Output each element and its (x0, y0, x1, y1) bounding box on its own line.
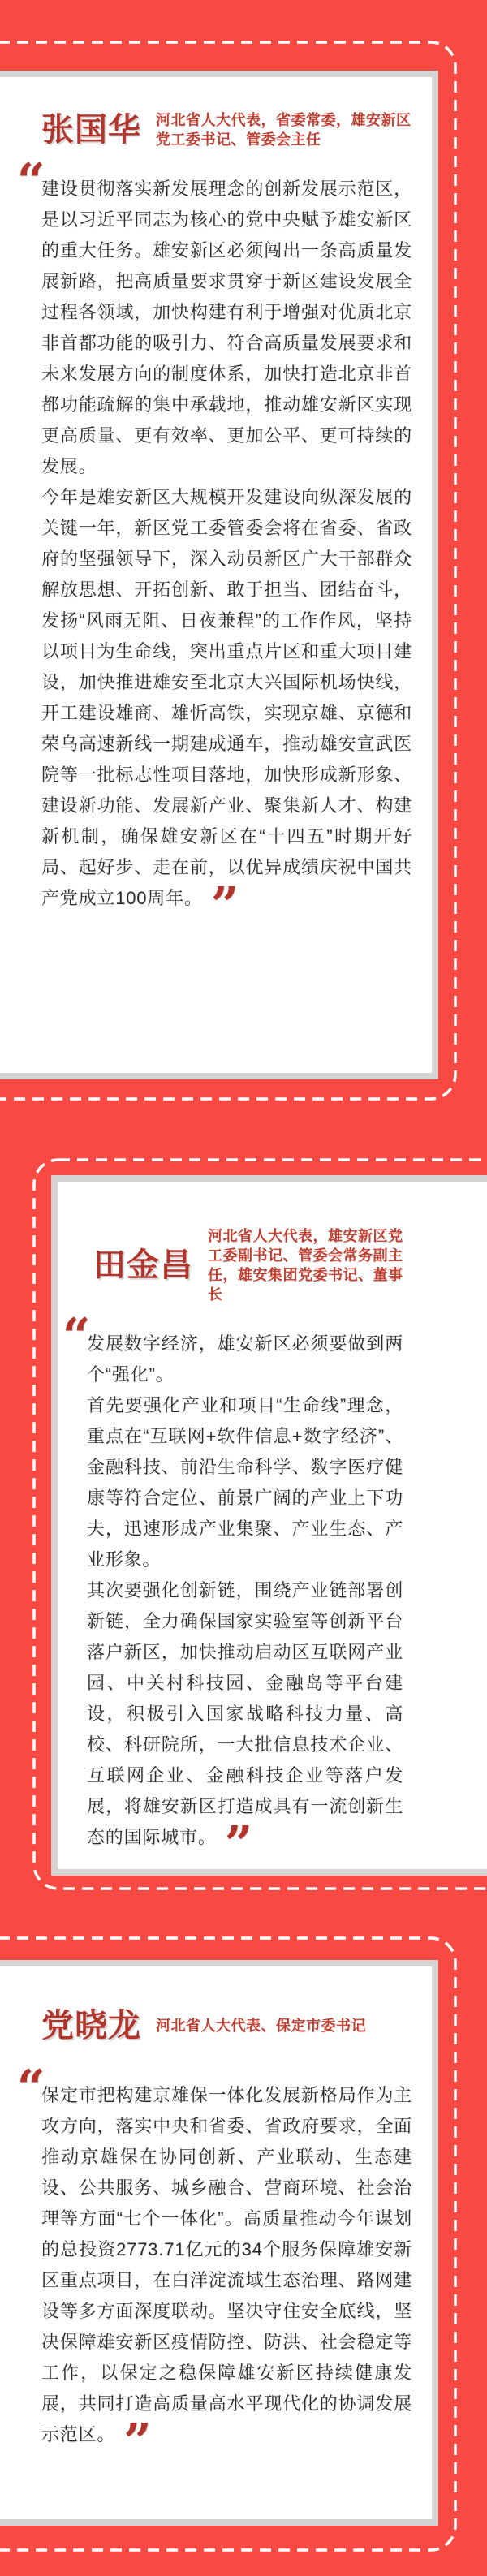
card-content (58, 1182, 487, 1873)
open-quote-icon: “ (17, 153, 45, 210)
quote-paragraph: 发展数字经济，雄安新区必须要做到两个“强化”。 (87, 1333, 403, 1385)
card-header (41, 77, 412, 149)
card-content (0, 1966, 432, 2519)
delegate-name: 田金昌 (93, 1247, 193, 1283)
quote-block (17, 2060, 412, 2470)
delegate-name: 党晓龙 (41, 2008, 141, 2044)
card-header (87, 1182, 403, 1304)
quote-paragraph: 首先要强化产业和项目“生命线”理念，重点在“互联网+软件信息+数字经济”、金融科技、前沿生命科学、数字医疗健康等符合定位、前景广阔的产业上下功夫，迅速形成产业集聚、产业生态、产业形象。 (87, 1395, 403, 1570)
quote-paragraph: 建设贯彻落实新发展理念的创新发展示范区，是以习近平同志为核心的党中央赋予雄安新区的重大任务。雄安新区必须闯出一条高质量发展新路，把高质量要求贯穿于新区建设发展全过程各领域，加快构建有利于增强对优质北京非首都功能的吸引力、符合高质量发展要求和未来发展方向的制度体系，加快打造北京非首都功能疏解的集中承载地，推动雄安新区实现更高质量、更有效率、更加公平、更可持续的发展。 (41, 179, 412, 476)
quote-block (62, 1308, 403, 1873)
open-quote-icon: “ (62, 1308, 91, 1365)
quote-paragraph-text: 保定市把构建京雄保一体化发展新格局作为主攻方向，落实中央和省委、省政府要求，全面推动京雄保在协同创新、产业联动、生态建设、公共服务、城乡融合、营商环境、社会治理等方面“七个一体化”。高质量推动今年谋划的总投资2773.71亿元的34个服务保障雄安新区重点项目，在白洋淀流域生态治理、路网建设等多方面深度联动。坚决守住安全底线，坚决保障雄安新区疫情防控、防洪、社会稳定等工作，以保定之稳保障雄安新区持续健康发展，共同打造高质量高水平现代化的协调发展示范区。 (41, 2085, 412, 2445)
quote-block (17, 153, 412, 934)
quote-paragraph: 今年是雄安新区大规模开发建设向纵深发展的关键一年，新区党工委管委会将在省委、省政府的坚强领导下，深入动员新区广大干部群众解放思想、开拓创新、敢于担当、团结奋斗，发扬“风雨无阻、日夜兼程”的工作作风，坚持以项目为生命线，突出重点片区和重大项目建设，加快推进雄安至北京大兴国际机场快线，开工建设雄商、雄忻高铁，实现京雄、京德和荣乌高速新线一期建成通车，推动雄安宣武医院等一批标志性项目落地，加快形成新形象、建设新功能、发展新产业、聚集新人才、构建新机制，确保雄安新区在“十四五”时期开好局、起好步、走在前，以优异成绩庆祝中国共产党成立100周年。 ” (41, 487, 412, 934)
quote-paragraph: 其次要强化创新链，围绕产业链部署创新链，全力确保国家实验室等创新平台落户新区，加快推动启动区互联网产业园、中关村科技园、金融岛等平台建设，积极引入国家战略科技力量、高校、科研院所，一大批信息技术企业、互联网企业、金融科技企业等落户发展，将雄安新区打造成具有一流创新生态的国际城市。 ” (87, 1580, 403, 1873)
delegate-card-dangxiaolong (0, 1960, 438, 2526)
delegate-title: 河北省人大代表，省委常委，雄安新区党工委书记、管委会主任 (156, 112, 412, 148)
delegate-title: 河北省人大代表、保定市委书记 (156, 2018, 366, 2034)
delegate-card-tianjinchang (51, 1175, 487, 1876)
open-quote-icon: “ (17, 2060, 45, 2117)
quote-paragraph-text: 今年是雄安新区大规模开发建设向纵深发展的关键一年，新区党工委管委会将在省委、省政府的坚强领导下，深入动员新区广大干部群众解放思想、开拓创新、敢于担当、团结奋斗，发扬“风雨无阻、日夜兼程”的工作作风，坚持以项目为生命线，突出重点片区和重大项目建设，加快推进雄安至北京大兴国际机场快线，开工建设雄商、雄忻高铁，实现京雄、京德和荣乌高速新线一期建成通车，推动雄安宣武医院等一批标志性项目落地，加快形成新形象、建设新功能、发展新产业、聚集新人才、构建新机制，确保雄安新区在“十四五”时期开好局、起好步、走在前，以优异成绩庆祝中国共产党成立100周年。 (41, 487, 412, 908)
card-header (41, 1966, 412, 2044)
delegate-title: 河北省人大代表，雄安新区党工委副书记、管委会常务副主任，雄安集团党委书记、董事长 (208, 1228, 403, 1303)
card-content (0, 77, 432, 1073)
quote-paragraph-text: 其次要强化创新链，围绕产业链部署创新链，全力确保国家实验室等创新平台落户新区，加快推动启动区互联网产业园、中关村科技园、金融岛等平台建设，积极引入国家战略科技力量、高校、科研院所，一大批信息技术企业、互联网企业、金融科技企业等落户发展，将雄安新区打造成具有一流创新生态的国际城市。 (87, 1580, 403, 1847)
quote-paragraph: 保定市把构建京雄保一体化发展新格局作为主攻方向，落实中央和省委、省政府要求，全面推动京雄保在协同创新、产业联动、生态建设、公共服务、城乡融合、营商环境、社会治理等方面“七个一体化”。高质量推动今年谋划的总投资2773.71亿元的34个服务保障雄安新区重点项目，在白洋淀流域生态治理、路网建设等多方面深度联动。坚决守住安全底线，坚决保障雄安新区疫情防控、防洪、社会稳定等工作，以保定之稳保障雄安新区持续健康发展，共同打造高质量高水平现代化的协调发展示范区。 ” (41, 2085, 412, 2470)
delegate-name: 张国华 (41, 112, 141, 148)
delegate-card-zhangguohua (0, 71, 438, 1079)
